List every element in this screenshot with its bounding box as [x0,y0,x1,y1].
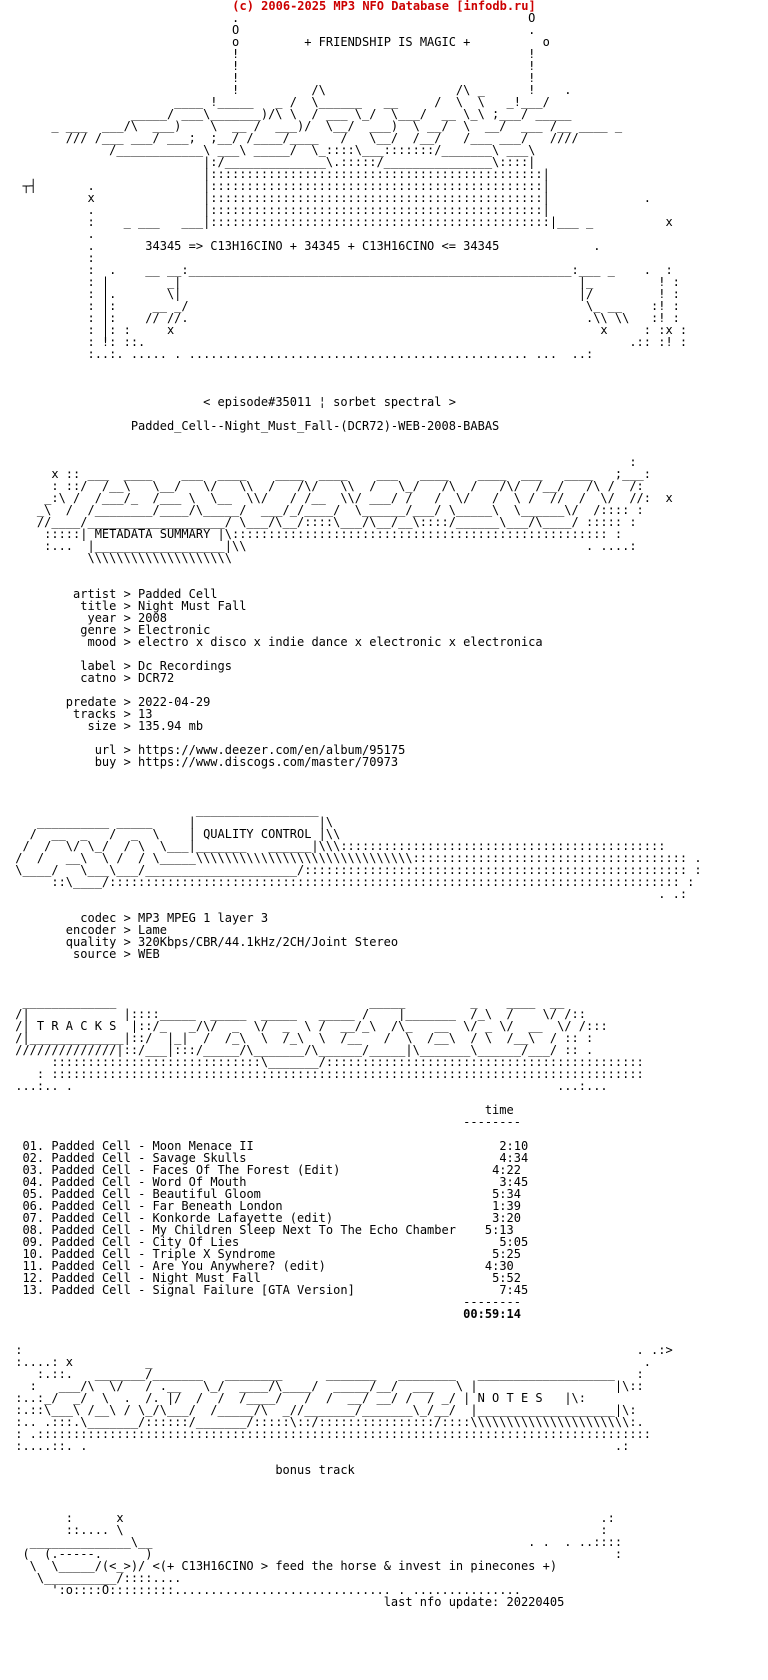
slogan: + FRIENDSHIP IS MAGIC + [304,35,471,49]
track-3-title: Padded Cell - Faces Of The Forest (Edit) [51,1163,341,1177]
track-8-no: 08. [22,1223,45,1237]
meta-year: 2008 [138,611,167,625]
credit-banner: (c) 2006-2025 MP3 NFO Database [infodb.ru] [232,0,536,13]
track-12-title: Padded Cell - Night Must Fall [51,1271,261,1285]
track-5-title: Padded Cell - Beautiful Gloom [51,1187,261,1201]
track-5-time: 5:34 [492,1187,521,1201]
track-1-no: 01. [22,1139,45,1153]
track-12-no: 12. [22,1271,45,1285]
track-1-time: 2:10 [499,1139,529,1153]
total-time: 00:59:14 [463,1307,521,1321]
notes-text: bonus track [275,1463,355,1477]
quality-heading: QUALITY CONTROL [203,827,312,841]
track-11-title: Padded Cell - Are You Anywhere? (edit) [51,1259,326,1273]
track-4-title: Padded Cell - Word Of Mouth [51,1175,247,1189]
track-13-no: 13. [22,1283,45,1297]
notes-heading: N O T E S [477,1391,543,1405]
tracks-heading: T R A C K S [36,1019,117,1033]
track-2-no: 02. [22,1151,45,1165]
meta-catno: DCR72 [138,671,175,685]
qc-encoder: Lame [138,923,167,937]
track-2-time: 4:34 [499,1151,529,1165]
track-9-title: Padded Cell - City Of Lies [51,1235,240,1249]
footer-update: last nfo update: 20220405 [383,1595,565,1609]
formula: 34345 => C13H16CINO + 34345 + C13H16CINO <= 34345 [145,239,500,253]
meta-size: 135.94 mb [138,719,204,733]
episode-label: < episode#35011 ¦ sorbet spectral > [203,395,456,409]
track-13-title: Padded Cell - Signal Failure [GTA Version] [51,1283,355,1297]
footer-motto: <(+ C13H16CINO > feed the horse & invest in pinecones +) [152,1559,558,1573]
track-11-time: 4:30 [484,1259,514,1273]
track-6-time: 1:39 [492,1199,521,1213]
track-4-no: 04. [22,1175,45,1189]
metadata-heading: METADATA SUMMARY [94,527,211,541]
release-name: Padded_Cell--Night_Must_Fall-(DCR72)-WEB-2008-BABAS [130,419,500,433]
track-13-time: 7:45 [499,1283,529,1297]
time-header: time [484,1103,514,1117]
track-3-no: 03. [22,1163,45,1177]
track-7-no: 07. [22,1211,45,1225]
qc-quality: 320Kbps/CBR/44.1kHz/2CH/Joint Stereo [138,935,399,949]
track-5-no: 05. [22,1187,45,1201]
track-10-time: 5:25 [492,1247,521,1261]
track-7-time: 3:20 [492,1211,521,1225]
track-1-title: Padded Cell - Moon Menace II [51,1139,254,1153]
track-6-no: 06. [22,1199,45,1213]
meta-mood: electro x disco x indie dance x electronic x electronica [138,635,543,649]
qc-codec: MP3 MPEG 1 layer 3 [138,911,269,925]
track-6-title: Padded Cell - Far Beneath London [51,1199,283,1213]
meta-genre: Electronic [138,623,211,637]
track-10-no: 10. [22,1247,45,1261]
track-8-title: Padded Cell - My Children Sleep Next To The Echo Chamber [51,1223,456,1237]
meta-predate: 2022-04-29 [138,695,211,709]
track-7-title: Padded Cell - Konkorde Lafayette (edit) [51,1211,334,1225]
meta-buy[interactable]: https://www.discogs.com/master/70973 [138,755,399,769]
nfo-document: . O O . o + FRIENDSHIP IS MAGIC + o ! ! ! ! ! ! ! /\ /\ _ ! . ____ !_____ _ / \______ __ / \ \ _!___/ _____/ ___\_______)/\ \ / ___ \_/ \___/ __ \_\ ;___/ _____ _ ___ ___/\ ___) \ __ / ___)/ \__/ ___) \ __/ \ __/ ___ /__ ____ _ /// /___ ___/ ___; ;__/ /____/____ / \__/ /__/ /___ ___/ //// /____________\ ___\ _____/ \_::::\___:::::::/_______\ ___\ |:/______________\.:::::/_______________\::::| |::::::::::::::::::::::::::::::::::::::::::::::| ┬┤ . |::::::::::::::::::::::::::::::::::::::::::::::| x |::::::::::::::::::::::::::::::::::::::::::::::| . . |::::::::::::::::::::::::::::::::::::::::::::::| : _ ___ ___|:::::::::::::::::::::::::::::::::::::::::::::::|___ _ x . . 34345 => C13H16CINO + 34345 + C13H16CINO <= 34345 . : : . __ __:_____________________________________________________:___ _ . : : | _| |_ ! : : |. \| |/ ! : : |: __ _/ \_ __ :! : : |: // //. .\\ \\ :! : : |: : x x : :x : : !: ::. .:: :! : :..:. ..... . ............................................... ... ..: < episode#35011 ¦ sorbet spectral > Padded_Cell--Night_Must_Fall-(DCR72)-WEB-2008-BABAS : x :: ___ ____ ___ ____ ____ ____ ___ ____ ____ ___ ____ ;___: : ::/ /__\ \__/ \/ \\ / /\/ \\ / \_/ /\ / /\/ /__/ /\ / /: _:\ / /___/_ /___ \ \__ \\/ / /__ \\/ ___/ / / \/ / \ / // / \/ //: x _\ / /________/____/\_____/ ___/_/____/ \______/___/ \_____\ \______\/ /:::: : //____/___________________/ \___/\__/::::\___/\__/__\::::/______\___/\____/ ::::: : :::::| METADATA SUMMARY |\:::::::::::::::::::::::::::::::::::::::::::::::::::: : :... |__________________|\\ . ....: \\\\\\\\\\\\\\\\\\\\ artist > Padded Cell title > Night Must Fall year > 2008 genre > Electronic mood > electro x disco x indie dance x electronic x electronica label > Dc Recordings catno > DCR72 predate > 2022-04-29 tracks > 13 size > 135.94 mb url > https://www.deezer.com/en/album/95175 buy > https://www.discogs.com/master/70973 _________________ __________ _____ | |\ / __ _ / _ \ | QUALITY CONTROL |\\ / / \/ \_/ / \ \___|_______ ______|\\\::::::::::::::::::::::::::::::::::::::::::::: / / __\ \ / / \_____\\\\\\\\\\\\\\\\\\\\\\\\\\\\\\:::::::::::::::::::::::::::::::::::::: . \____/ \___\___/_____________________/::::::::::::::::::::::::::::::::::::::::::::::::::::: : ::\____/::::::::::::::::::::::::::::::::::::::::::::::::::::::::::::::::::::::::::::::: : . .: codec > MP3 MPEG 1 layer 3 encoder > Lame quality > 320Kbps/CBR/44.1kHz/2CH/Joint Stereo source > WEB _____________ _____ _ ____ __ /| |::::_____ _____ _____ _____ / |_______ /_\ / \/ /:: /| T R A C K S |::/_ _/\/ _ \/ _ \ / __/_\ /\_ __ \/ _ \/ __ \/ /::: /|_____________|::/ |_| / /_\ \ /_\ \ /__ / \ /__\ / \ /__\ / :: : //////////////|::/___|:::/_____/\_______/\______/_____|\_______\______/___/ :: . :::::::::::::::::::::::::::::\_______/:::::::::::::::::::::::::::::::::::::::::::: : :::::::::::::::::::::::::::::::::::::::::::::::::::::::::::::::::::::::::::::::::: ...:.. . ...:... time -------- 01. Padded Cell - Moon Menace II 2:10 02. Padded Cell - Savage Skulls 4:34 03. Padded Cell - Faces Of The Forest (Edit) 4:22 04. Padded Cell - Word Of Mouth 3:45 05. Padded Cell - Beautiful Gloom 5:34 06. Padded Cell - Far Beneath London 1:39 07. Padded Cell - Konkorde Lafayette (edit) 3:20 08. Padded Cell - My Children Sleep Next To The Echo Chamber 5:13 09. Padded Cell - City Of Lies 5:05 10. Padded Cell - Triple X Syndrome 5:25 11. Padded Cell - Are You Anywhere? (edit) 4:30 12. Padded Cell - Night Must Fall 5:52 13. Padded Cell - Signal Failure [GTA Version] 7:45 -------- 00:59:14 : . .:> :....: x _ . :.::. _______/_______ ________ _______ ________ ___________________ : : ___/\ \/ / .__ \_/ ____/\____/ _____/__/ ___ \ | |\:: :..:_/ _/ \ . /. |/ / / /____/ / / __/ __/ / / _/ | N O T E S |\: :.::\___\ /__\ / \_/\___/ /_____/\ _//_______/_______\_/__/ |___________________|\: :.. .:::.\_______/::::::/_______/:::::\::/::::::::::::::::/::::\\\\\\\\\\\\\\\\\\\\\\:. : .::::::::::::::::::::::::::::::::::::::::::::::::::::::::::::::::::::::::::::::::::::: :....::. . .: bonus track : x .: ::.... \ : ______________\__ . . . ..:::: ( (.-----. ) : \ \_____/(<_>)/ <(+ C13H16CINO > feed the horse & invest in pinecones +) \__________/::::.... ':o::::O:::::::::.............................. . ............... last nfo update: 20220405 [8,11,702,1609]
track-2-title: Padded Cell - Savage Skulls [51,1151,247,1165]
meta-artist: Padded Cell [138,587,218,601]
meta-tracks: 13 [138,707,153,721]
track-3-time: 4:22 [492,1163,521,1177]
meta-url[interactable]: https://www.deezer.com/en/album/95175 [138,743,406,757]
qc-source: WEB [138,947,160,961]
track-10-title: Padded Cell - Triple X Syndrome [51,1247,276,1261]
track-8-time: 5:13 [484,1223,514,1237]
track-9-no: 09. [22,1235,45,1249]
track-12-time: 5:52 [492,1271,521,1285]
track-11-no: 11. [22,1259,45,1273]
meta-title: Night Must Fall [138,599,247,613]
meta-label: Dc Recordings [138,659,232,673]
track-9-time: 5:05 [499,1235,529,1249]
track-4-time: 3:45 [499,1175,529,1189]
